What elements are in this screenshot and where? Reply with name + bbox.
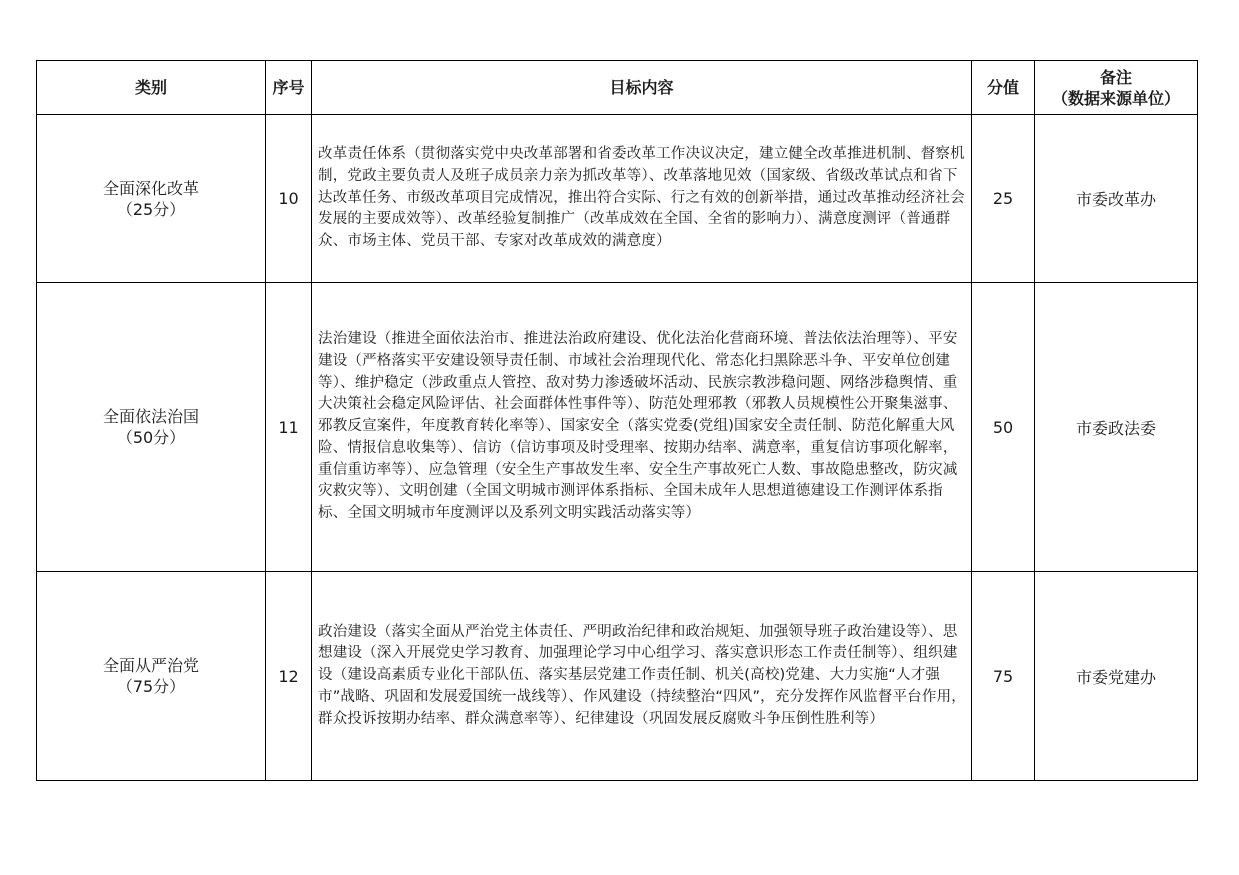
category-score: （75分） [116, 677, 186, 696]
content-cell: 法治建设（推进全面依法治市、推进法治政府建设、优化法治化营商环境、普法依法治理等）、平安建设（严格落实平安建设领导责任制、市域社会治理现代化、常态化扫黑除恶斗争、平安单位创建等）、维护稳定（涉政重点人管控、敌对势力渗透破坏活动、民族宗教涉稳问题、网络涉稳舆情、重大决策社会稳定风险评估、社会面群体性事件等）、防范处理邪教（邪教人员规模性公开聚集滋事、邪教反宣案件，年度教育转化率等）、国家安全（落实党委(党组)国家安全责任制、防范化解重大风险、情报信息收集等）、信访（信访事项及时受理率、按期办结率、满意率，重复信访事项化解率，重信重访率等）、应急管理（安全生产事故发生率、安全生产事故死亡人数、事故隐患整改，防灾减灾救灾等）、文明创建（全国文明城市测评体系指标、全国未成年人思想道德建设工作测评体系指标、全国文明城市年度测评以及系列文明实践活动落实等） [312, 283, 972, 572]
score-cell: 50 [972, 283, 1035, 572]
number-cell: 11 [266, 283, 312, 572]
unit-cell: 市委党建办 [1035, 572, 1198, 781]
category-cell [37, 115, 266, 283]
category-name: 全面依法治国 [102, 407, 199, 426]
header-number: 序号 [266, 61, 312, 115]
header-score: 分值 [972, 61, 1035, 115]
header-category: 类别 [37, 61, 266, 115]
category-cell [37, 283, 266, 572]
table-row [37, 283, 1198, 572]
number-cell: 12 [266, 572, 312, 781]
table-header-row [37, 61, 1198, 115]
content-cell: 改革责任体系（贯彻落实党中央改革部署和省委改革工作决议决定，建立健全改革推进机制、督察机制，党政主要负责人及班子成员亲力亲为抓改革等）、改革落地见效（国家级、省级改革试点和省下达改革任务、市级改革项目完成情况，推出符合实际、行之有效的创新举措，通过改革推动经济社会发展的主要成效等）、改革经验复制推广（改革成效在全国、全省的影响力）、满意度测评（普通群众、市场主体、党员干部、专家对改革成效的满意度） [312, 115, 972, 283]
unit-cell: 市委改革办 [1035, 115, 1198, 283]
score-cell: 75 [972, 572, 1035, 781]
target-table [36, 60, 1198, 781]
score-cell: 25 [972, 115, 1035, 283]
category-score: （25分） [116, 199, 186, 219]
header-remark-subtitle: （数据来源单位） [1051, 88, 1180, 108]
header-remark [1035, 61, 1198, 115]
number-cell: 10 [266, 115, 312, 283]
category-score: （50分） [116, 428, 186, 447]
category-name: 全面深化改革 [102, 178, 199, 198]
table-row [37, 115, 1198, 283]
content-cell: 政治建设（落实全面从严治党主体责任、严明政治纪律和政治规矩、加强领导班子政治建设等）、思想建设（深入开展党史学习教育、加强理论学习中心组学习、落实意识形态工作责任制等）、组织建设（建设高素质专业化干部队伍、落实基层党建工作责任制、机关(高校)党建、大力实施“人才强市”战略、巩固和发展爱国统一战线等）、作风建设（持续整治“四风”，充分发挥作风监督平台作用，群众投诉按期办结率、群众满意率等）、纪律建设（巩固发展反腐败斗争压倒性胜利等） [312, 572, 972, 781]
category-cell [37, 572, 266, 781]
category-name: 全面从严治党 [102, 656, 199, 675]
header-content: 目标内容 [312, 61, 972, 115]
table-row [37, 572, 1198, 781]
unit-cell: 市委政法委 [1035, 283, 1198, 572]
header-remark-title: 备注 [1099, 67, 1132, 87]
